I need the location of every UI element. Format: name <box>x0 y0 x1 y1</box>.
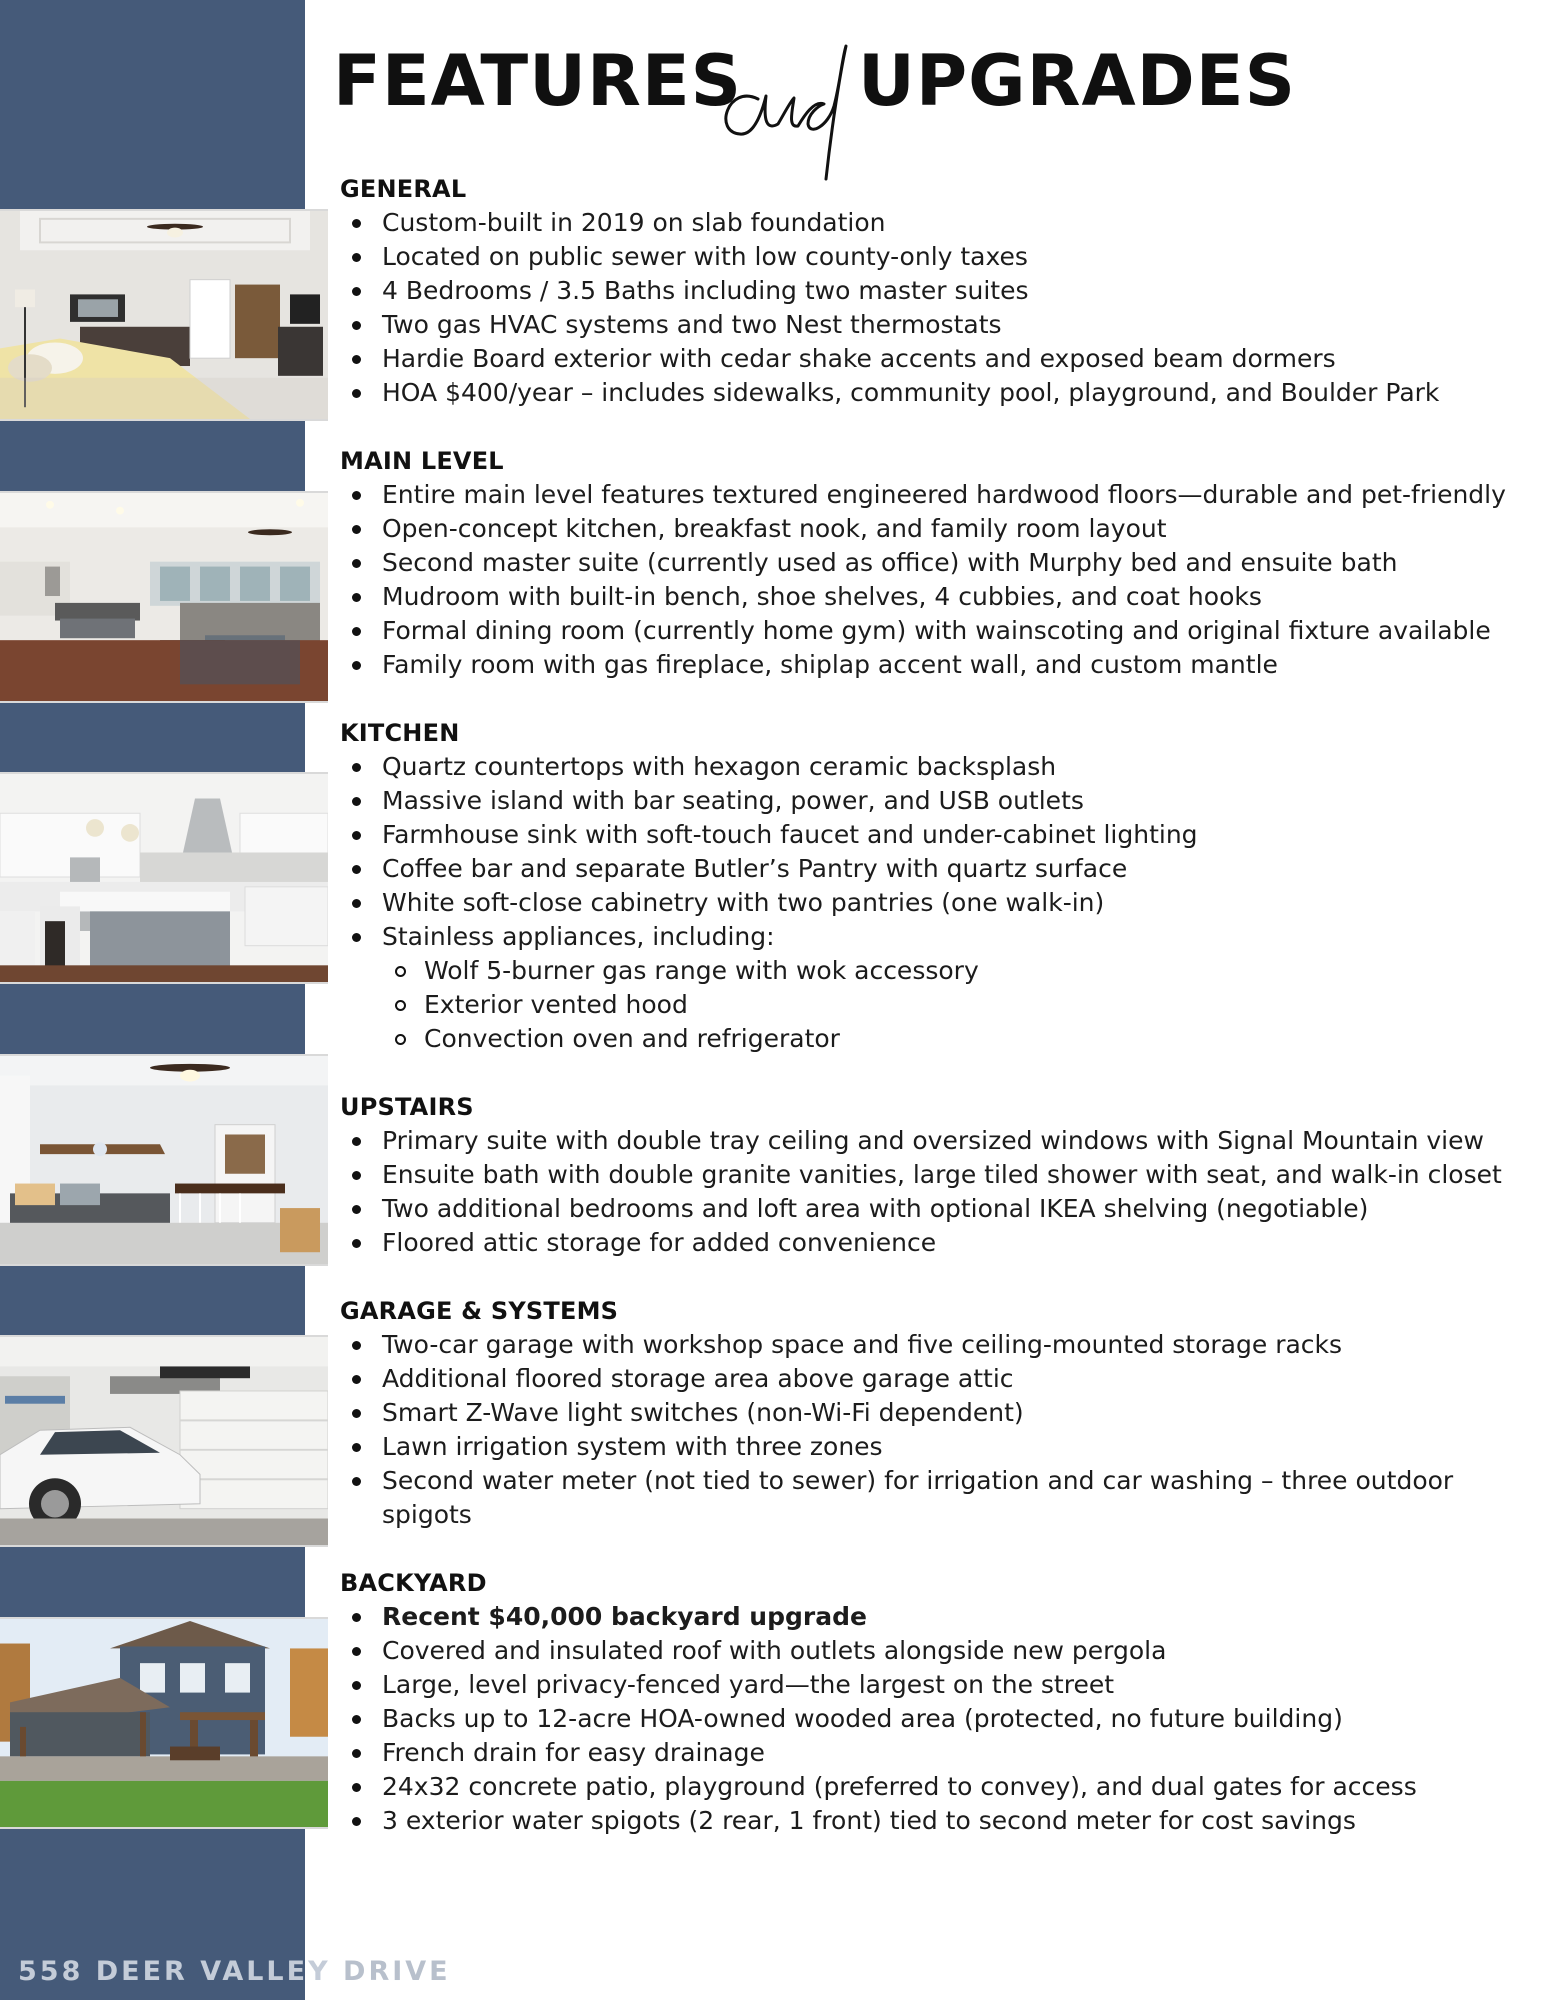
title-upgrades: UPGRADES <box>858 40 1297 122</box>
list-item: French drain for easy drainage <box>340 1736 1535 1770</box>
list-item: 3 exterior water spigots (2 rear, 1 front) tied to second meter for cost savings <box>340 1804 1535 1838</box>
kitchen-photo <box>0 772 328 984</box>
address-part-1: 558 DEER VALLEY <box>18 1956 331 1987</box>
section-heading: BACKYARD <box>340 1569 487 1597</box>
list-item: Floored attic storage for added convenience <box>340 1226 1535 1260</box>
list-item: Additional floored storage area above garage attic <box>340 1362 1535 1396</box>
section-heading: GARAGE & SYSTEMS <box>340 1297 619 1325</box>
section-heading: UPSTAIRS <box>340 1093 474 1121</box>
features-list <box>340 172 1535 1838</box>
section-backyard <box>340 1566 1535 1838</box>
list-item: White soft-close cabinetry with two pantries (one walk-in) <box>340 886 1535 920</box>
list-item: Smart Z-Wave light switches (non-Wi-Fi dependent) <box>340 1396 1535 1430</box>
list-item: Large, level privacy-fenced yard—the largest on the street <box>340 1668 1535 1702</box>
section-heading: GENERAL <box>340 175 467 203</box>
list-item: HOA $400/year – includes sidewalks, community pool, playground, and Boulder Park <box>340 376 1535 410</box>
list-item: Located on public sewer with low county-only taxes <box>340 240 1535 274</box>
list-item: Covered and insulated roof with outlets alongside new pergola <box>340 1634 1535 1668</box>
list-item: Primary suite with double tray ceiling and oversized windows with Signal Mountain view <box>340 1124 1535 1158</box>
list-item: Two-car garage with workshop space and five ceiling-mounted storage racks <box>340 1328 1535 1362</box>
sub-list-item: Wolf 5-burner gas range with wok accessory <box>382 954 1535 988</box>
list-item: Second master suite (currently used as office) with Murphy bed and ensuite bath <box>340 546 1535 580</box>
section-general <box>340 172 1535 410</box>
garage-photo <box>0 1335 328 1547</box>
list-item: Formal dining room (currently home gym) with wainscoting and original fixture available <box>340 614 1535 648</box>
address-part-2: DRIVE <box>343 1956 451 1987</box>
section-garage-systems <box>340 1294 1535 1532</box>
list-item: Recent $40,000 backyard upgrade <box>340 1600 1535 1634</box>
living-room-photo <box>0 491 328 703</box>
list-item: Lawn irrigation system with three zones <box>340 1430 1535 1464</box>
section-upstairs <box>340 1090 1535 1260</box>
title-script-and <box>718 44 858 184</box>
backyard-photo <box>0 1617 328 1829</box>
sub-list-item: Exterior vented hood <box>382 988 1535 1022</box>
section-kitchen <box>340 716 1535 1056</box>
list-item: Ensuite bath with double granite vanities, large tiled shower with seat, and walk-in closet <box>340 1158 1535 1192</box>
loft-photo <box>0 1054 328 1266</box>
list-item: Mudroom with built-in bench, shoe shelves, 4 cubbies, and coat hooks <box>340 580 1535 614</box>
list-item: Two additional bedrooms and loft area with optional IKEA shelving (negotiable) <box>340 1192 1535 1226</box>
list-item: Backs up to 12-acre HOA-owned wooded area (protected, no future building) <box>340 1702 1535 1736</box>
section-heading: KITCHEN <box>340 719 460 747</box>
list-item: Entire main level features textured engineered hardwood floors—durable and pet-friendly <box>340 478 1535 512</box>
list-item: Hardie Board exterior with cedar shake accents and exposed beam dormers <box>340 342 1535 376</box>
list-item: Stainless appliances, including: <box>340 920 1535 954</box>
list-item: Massive island with bar seating, power, and USB outlets <box>340 784 1535 818</box>
list-item: 4 Bedrooms / 3.5 Baths including two master suites <box>340 274 1535 308</box>
list-item: Open-concept kitchen, breakfast nook, and family room layout <box>340 512 1535 546</box>
list-item: Quartz countertops with hexagon ceramic backsplash <box>340 750 1535 784</box>
list-item: 24x32 concrete patio, playground (preferred to convey), and dual gates for access <box>340 1770 1535 1804</box>
property-address <box>18 1954 451 1990</box>
section-heading: MAIN LEVEL <box>340 447 504 475</box>
list-item: Two gas HVAC systems and two Nest thermostats <box>340 308 1535 342</box>
page-title <box>333 18 1333 168</box>
list-item: Coffee bar and separate Butler’s Pantry with quartz surface <box>340 852 1535 886</box>
title-features: FEATURES <box>333 40 743 122</box>
sub-list-item: Convection oven and refrigerator <box>382 1022 1535 1056</box>
section-main-level <box>340 444 1535 682</box>
bedroom-photo <box>0 209 328 421</box>
list-item: Second water meter (not tied to sewer) for irrigation and car washing – three outdoor spigots <box>340 1464 1535 1532</box>
list-item: Farmhouse sink with soft-touch faucet and under-cabinet lighting <box>340 818 1535 852</box>
list-item: Family room with gas fireplace, shiplap accent wall, and custom mantle <box>340 648 1535 682</box>
list-item: Custom-built in 2019 on slab foundation <box>340 206 1535 240</box>
